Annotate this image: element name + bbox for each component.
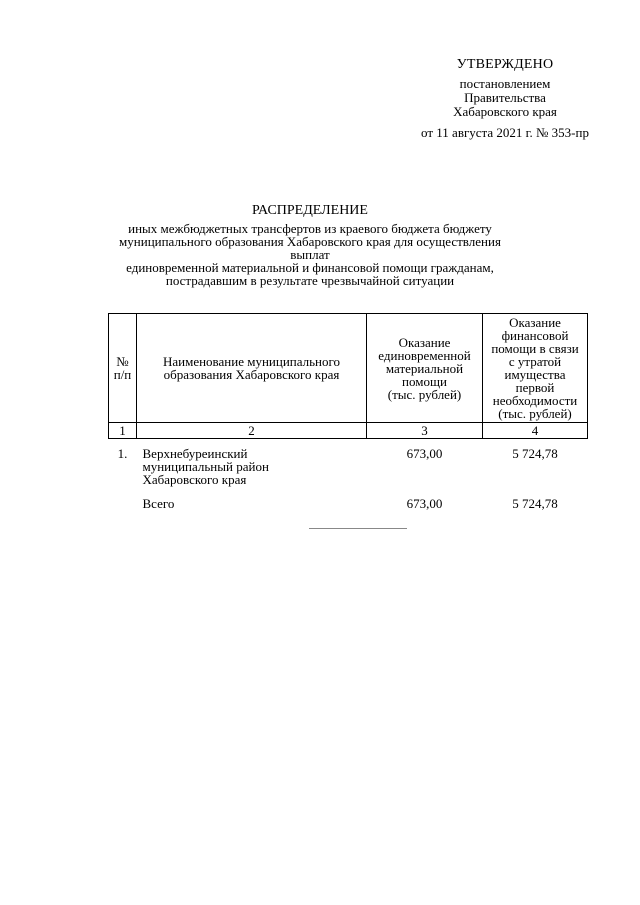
row-number: 1.	[117, 446, 128, 461]
document-title-block	[100, 204, 520, 287]
total-label: Всего	[142, 496, 175, 511]
header-financial-aid: Оказание финансовой помощи в связи с утратой имущества первой необходимости (тыс. рублей)	[483, 314, 588, 423]
end-divider	[309, 528, 407, 529]
table-total-row	[109, 488, 588, 512]
total-material-aid: 673,00	[406, 496, 443, 511]
distribution-table	[108, 313, 588, 512]
column-number-1: 1	[109, 423, 137, 439]
table-row	[109, 439, 588, 489]
approval-heading: УТВЕРЖДЕНО	[456, 57, 554, 72]
subtitle-line-4: пострадавшим в результате чрезвычайной ситуации	[165, 273, 455, 288]
column-number-row	[109, 423, 588, 439]
subtitle-line-1: иных межбюджетных трансфертов из краевого бюджета бюджету	[128, 221, 492, 236]
column-number-3: 3	[367, 423, 483, 439]
header-number: № п/п	[109, 314, 137, 423]
row-municipality-name: Верхнебуреинский муниципальный район Хабаровского края	[142, 446, 269, 487]
subtitle-line-3: единовременной материальной и финансовой помощи гражданам,	[126, 260, 494, 275]
approval-date: от 11 августа 2021 г. № 353-пр	[421, 125, 589, 140]
column-number-2: 2	[137, 423, 367, 439]
subtitle-line-2: муниципального образования Хабаровского края для осуществления выплат	[119, 234, 501, 262]
header-municipality: Наименование муниципального образования Хабаровского края	[137, 314, 367, 423]
row-material-aid: 673,00	[406, 446, 443, 461]
approval-line-2: Правительства	[464, 90, 546, 105]
column-number-4: 4	[483, 423, 588, 439]
document-title: РАСПРЕДЕЛЕНИЕ	[252, 203, 368, 218]
approval-stamp	[390, 58, 620, 140]
total-financial-aid: 5 724,78	[512, 496, 558, 511]
header-material-aid: Оказание единовременной материальной помощи (тыс. рублей)	[367, 314, 483, 423]
approval-line-3: Хабаровского края	[453, 104, 557, 119]
approval-line-1: постановлением	[459, 76, 551, 91]
row-financial-aid: 5 724,78	[512, 446, 558, 461]
table-header-row	[109, 314, 588, 423]
total-number	[109, 488, 137, 512]
